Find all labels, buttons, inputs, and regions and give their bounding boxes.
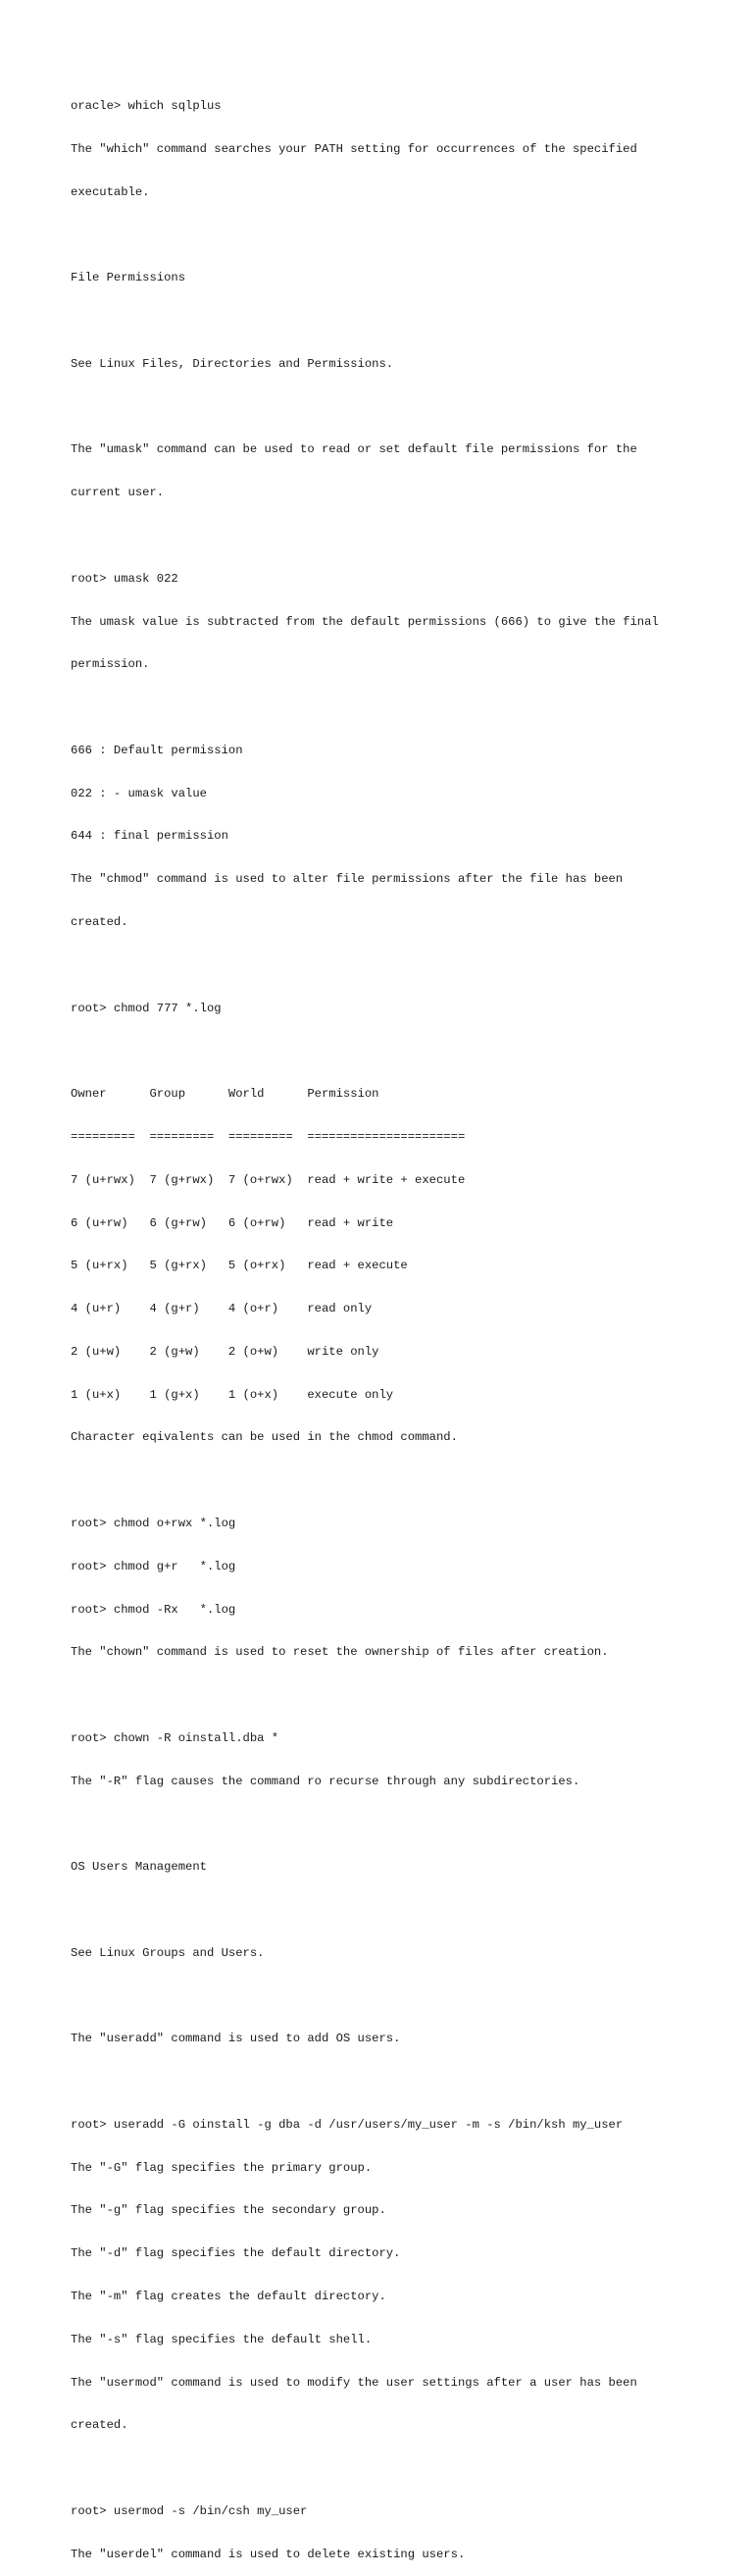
- command-line: root> umask 022: [71, 571, 178, 586]
- document-body: [71, 71, 698, 2576]
- table-row: 1 (u+x) 1 (g+x) 1 (o+x) execute only: [71, 1387, 394, 1402]
- section-heading: OS Users Management: [71, 1860, 207, 1875]
- text-line: The "userdel" command is used to delete existing users.: [71, 2547, 466, 2561]
- command-line: root> chmod 777 *.log: [71, 1001, 222, 1015]
- blank-line: [71, 1688, 698, 1703]
- blank-line: [71, 314, 698, 329]
- blank-line: [71, 958, 698, 973]
- text-line: created.: [71, 915, 128, 930]
- table-row: 4 (u+r) 4 (g+r) 4 (o+r) read only: [71, 1302, 373, 1316]
- text-line: The umask value is subtracted from the default permissions (666) to give the final: [71, 614, 659, 629]
- text-line: 644 : final permission: [71, 829, 228, 844]
- text-line: See Linux Files, Directories and Permissions.: [71, 356, 394, 371]
- blank-line: [71, 1817, 698, 1831]
- text-line: The "useradd" command is used to add OS users.: [71, 2032, 401, 2046]
- blank-line: [71, 2075, 698, 2089]
- blank-line: [71, 529, 698, 543]
- blank-line: [71, 229, 698, 243]
- text-line: The "chown" command is used to reset the ownership of files after creation.: [71, 1645, 609, 1660]
- table-divider: ========= ========= ========= ======================: [71, 1129, 466, 1144]
- text-line: The "chmod" command is used to alter file permissions after the file has been: [71, 872, 624, 887]
- text-line: The "umask" command can be used to read or set default file permissions for the: [71, 442, 637, 457]
- table-row: 7 (u+rwx) 7 (g+rwx) 7 (o+rwx) read + write + execute: [71, 1172, 466, 1187]
- text-line: The "-m" flag creates the default directory.: [71, 2290, 386, 2304]
- text-line: created.: [71, 2418, 128, 2433]
- text-line: The "-G" flag specifies the primary group.: [71, 2160, 373, 2175]
- text-line: See Linux Groups and Users.: [71, 1945, 265, 1960]
- blank-line: [71, 400, 698, 415]
- text-line: The "usermod" command is used to modify the user settings after a user has been: [71, 2375, 637, 2390]
- table-row: 5 (u+rx) 5 (g+rx) 5 (o+rx) read + execute: [71, 1259, 408, 1273]
- blank-line: [71, 1989, 698, 2004]
- text-line: current user.: [71, 486, 165, 500]
- text-line: 666 : Default permission: [71, 743, 243, 757]
- blank-line: [71, 2461, 698, 2476]
- text-line: The "-R" flag causes the command ro recurse through any subdirectories.: [71, 1774, 580, 1788]
- command-line: root> chmod o+rwx *.log: [71, 1516, 236, 1530]
- table-row: 6 (u+rw) 6 (g+rw) 6 (o+rw) read + write: [71, 1215, 394, 1230]
- text-line: The "-d" flag specifies the default directory.: [71, 2246, 401, 2261]
- blank-line: [71, 1044, 698, 1058]
- table-header: Owner Group World Permission: [71, 1087, 379, 1102]
- text-line: The "which" command searches your PATH setting for occurrences of the specified: [71, 141, 637, 156]
- text-line: 022 : - umask value: [71, 786, 207, 800]
- text-line: executable.: [71, 184, 150, 199]
- blank-line: [71, 700, 698, 715]
- text-line: Character eqivalents can be used in the chmod command.: [71, 1430, 458, 1445]
- text-line: The "-s" flag specifies the default shell.: [71, 2332, 373, 2346]
- command-line: root> chown -R oinstall.dba *: [71, 1730, 279, 1745]
- section-heading: File Permissions: [71, 271, 186, 285]
- blank-line: [71, 1903, 698, 1918]
- command-line: root> usermod -s /bin/csh my_user: [71, 2503, 308, 2518]
- command-line: root> chmod g+r *.log: [71, 1559, 236, 1573]
- text-line: The "-g" flag specifies the secondary group.: [71, 2203, 386, 2218]
- table-row: 2 (u+w) 2 (g+w) 2 (o+w) write only: [71, 1344, 379, 1359]
- text-line: oracle> which sqlplus: [71, 99, 222, 114]
- command-line: root> chmod -Rx *.log: [71, 1602, 236, 1617]
- command-line: root> useradd -G oinstall -g dba -d /usr/users/my_user -m -s /bin/ksh my_user: [71, 2117, 624, 2132]
- text-line: permission.: [71, 657, 150, 672]
- blank-line: [71, 1473, 698, 1488]
